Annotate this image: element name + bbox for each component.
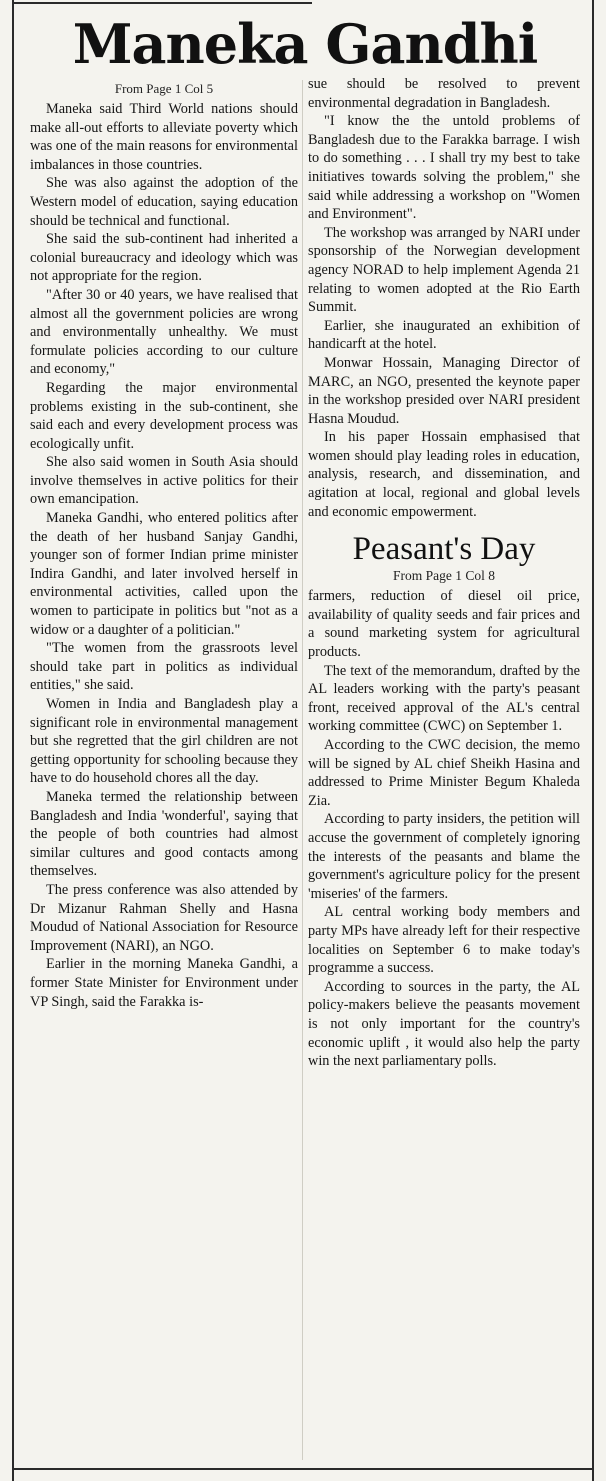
- right-column: [308, 75, 580, 1071]
- article-paragraph: The workshop was arranged by NARI under sponsorship of the Norwegian development agency NORAD to help implement Agenda 21 relating to women adopted at the Rio Earth Summit.: [308, 224, 580, 316]
- continued-text: sue should be resolved to prevent environmental degradation in Bangladesh.: [308, 76, 580, 111]
- bottom-rule: [12, 1468, 594, 1470]
- top-rule: [12, 2, 312, 4]
- article-paragraph: Maneka said Third World nations should make all-out efforts to alleviate poverty which was one of the main reasons for environmental imbalances in those countries.: [30, 101, 298, 173]
- article-paragraph: Maneka termed the relationship between Bangladesh and India 'wonderful', saying that the people of both countries had almost similar cultures and good contacts among themselves.: [30, 788, 298, 880]
- peasants-day-headline: Peasant's Day: [352, 531, 536, 568]
- continued-text: farmers, reduction of diesel oil price, availability of quality seeds and fair prices and a sound marketing system for agricultural products.: [308, 588, 580, 661]
- column-rule-right: [592, 0, 594, 1481]
- article-dateline: From Page 1 Col 5: [114, 81, 214, 96]
- article-paragraph: Monwar Hossain, Managing Director of MARC, an NGO, presented the keynote paper in the workshop presided over NARI president Hasna Moudud.: [308, 354, 580, 427]
- article-paragraph: "After 30 or 40 years, we have realised that almost all the government policies are wrong and environmentally unhealthy. We must formulate policies according to our culture and economy,": [30, 286, 298, 378]
- article-paragraph: The press conference was also attended by Dr Mizanur Rahman Shelly and Hasna Moudud of National Association for Resource Improvement (NARI), an NGO.: [30, 881, 298, 954]
- article-paragraph: "The women from the grassroots level should take part in politics as individual entities," she said.: [30, 640, 298, 694]
- article-paragraph: According to the CWC decision, the memo will be signed by AL chief Sheikh Hasina and addressed to Prime Minister Begum Khaleda Zia.: [308, 737, 580, 809]
- column-gutter: [302, 80, 303, 1460]
- article-paragraph: In his paper Hossain emphasised that women should play leading roles in education, analysis, research, and dissemination, and agitation at local, regional and global levels and economic empowerment.: [308, 429, 580, 520]
- article-paragraph: According to sources in the party, the AL policy-makers believe the peasants movement is not only important for the country's economic uplift , it would also help the party win the next parliamentary polls.: [308, 978, 580, 1070]
- article-headline: Maneka Gandhi: [72, 12, 538, 76]
- article-paragraph: According to party insiders, the petition will accuse the government of completely ignoring the interests of the peasants and blame the government's agriculture policy for the present 'miseries' of the farmers.: [308, 811, 580, 902]
- article-paragraph: AL central working body members and party MPs have already left for their respective localities on September 6 to make today's programme a success.: [308, 904, 580, 977]
- article-paragraph: She was also against the adoption of the Western model of education, saying education should be technical and functional.: [30, 175, 298, 229]
- left-column: [30, 80, 298, 1011]
- article-paragraph: "I know the the untold problems of Bangladesh due to the Farakka barrage. I wish to do something . . . I shall try my best to take initiatives towards solving the problem," she said while addressing a workshop on "Women and Environment".: [308, 113, 580, 223]
- article-paragraph: Earlier in the morning Maneka Gandhi, a former State Minister for Environment under VP Singh, said the Farakka is-: [30, 956, 298, 1010]
- article-paragraph: She also said women in South Asia should involve themselves in active politics for their own emancipation.: [30, 454, 298, 508]
- article-paragraph: She said the sub-continent had inherited a colonial bureaucracy and ideology which was not appropriate for the region.: [30, 231, 298, 285]
- column-rule-left: [12, 0, 14, 1481]
- peasants-day-dateline: From Page 1 Col 8: [392, 568, 495, 584]
- article-paragraph: Regarding the major environmental problems existing in the sub-continent, she said each and every development process was ecologically unfit.: [30, 379, 298, 452]
- article-paragraph: Maneka Gandhi, who entered politics after the death of her husband Sanjay Gandhi, younger son of former Indian prime minister Indira Gandhi, and later involved herself in environmental activities, called upon the women to participate in politics but "not as a widow or a daughter of a politician.": [30, 510, 298, 638]
- article-paragraph: The text of the memorandum, drafted by the AL leaders working with the party's peasant front, received approval of the AL's central working committee (CWC) on September 1.: [308, 662, 580, 735]
- article-paragraph: Earlier, she inaugurated an exhibition of handicarft at the hotel.: [308, 317, 580, 353]
- article-paragraph: Women in India and Bangladesh play a significant role in environmental management but she regretted that the girl children are not getting opportunity for schooling because they have to do household chores all the day.: [30, 696, 298, 787]
